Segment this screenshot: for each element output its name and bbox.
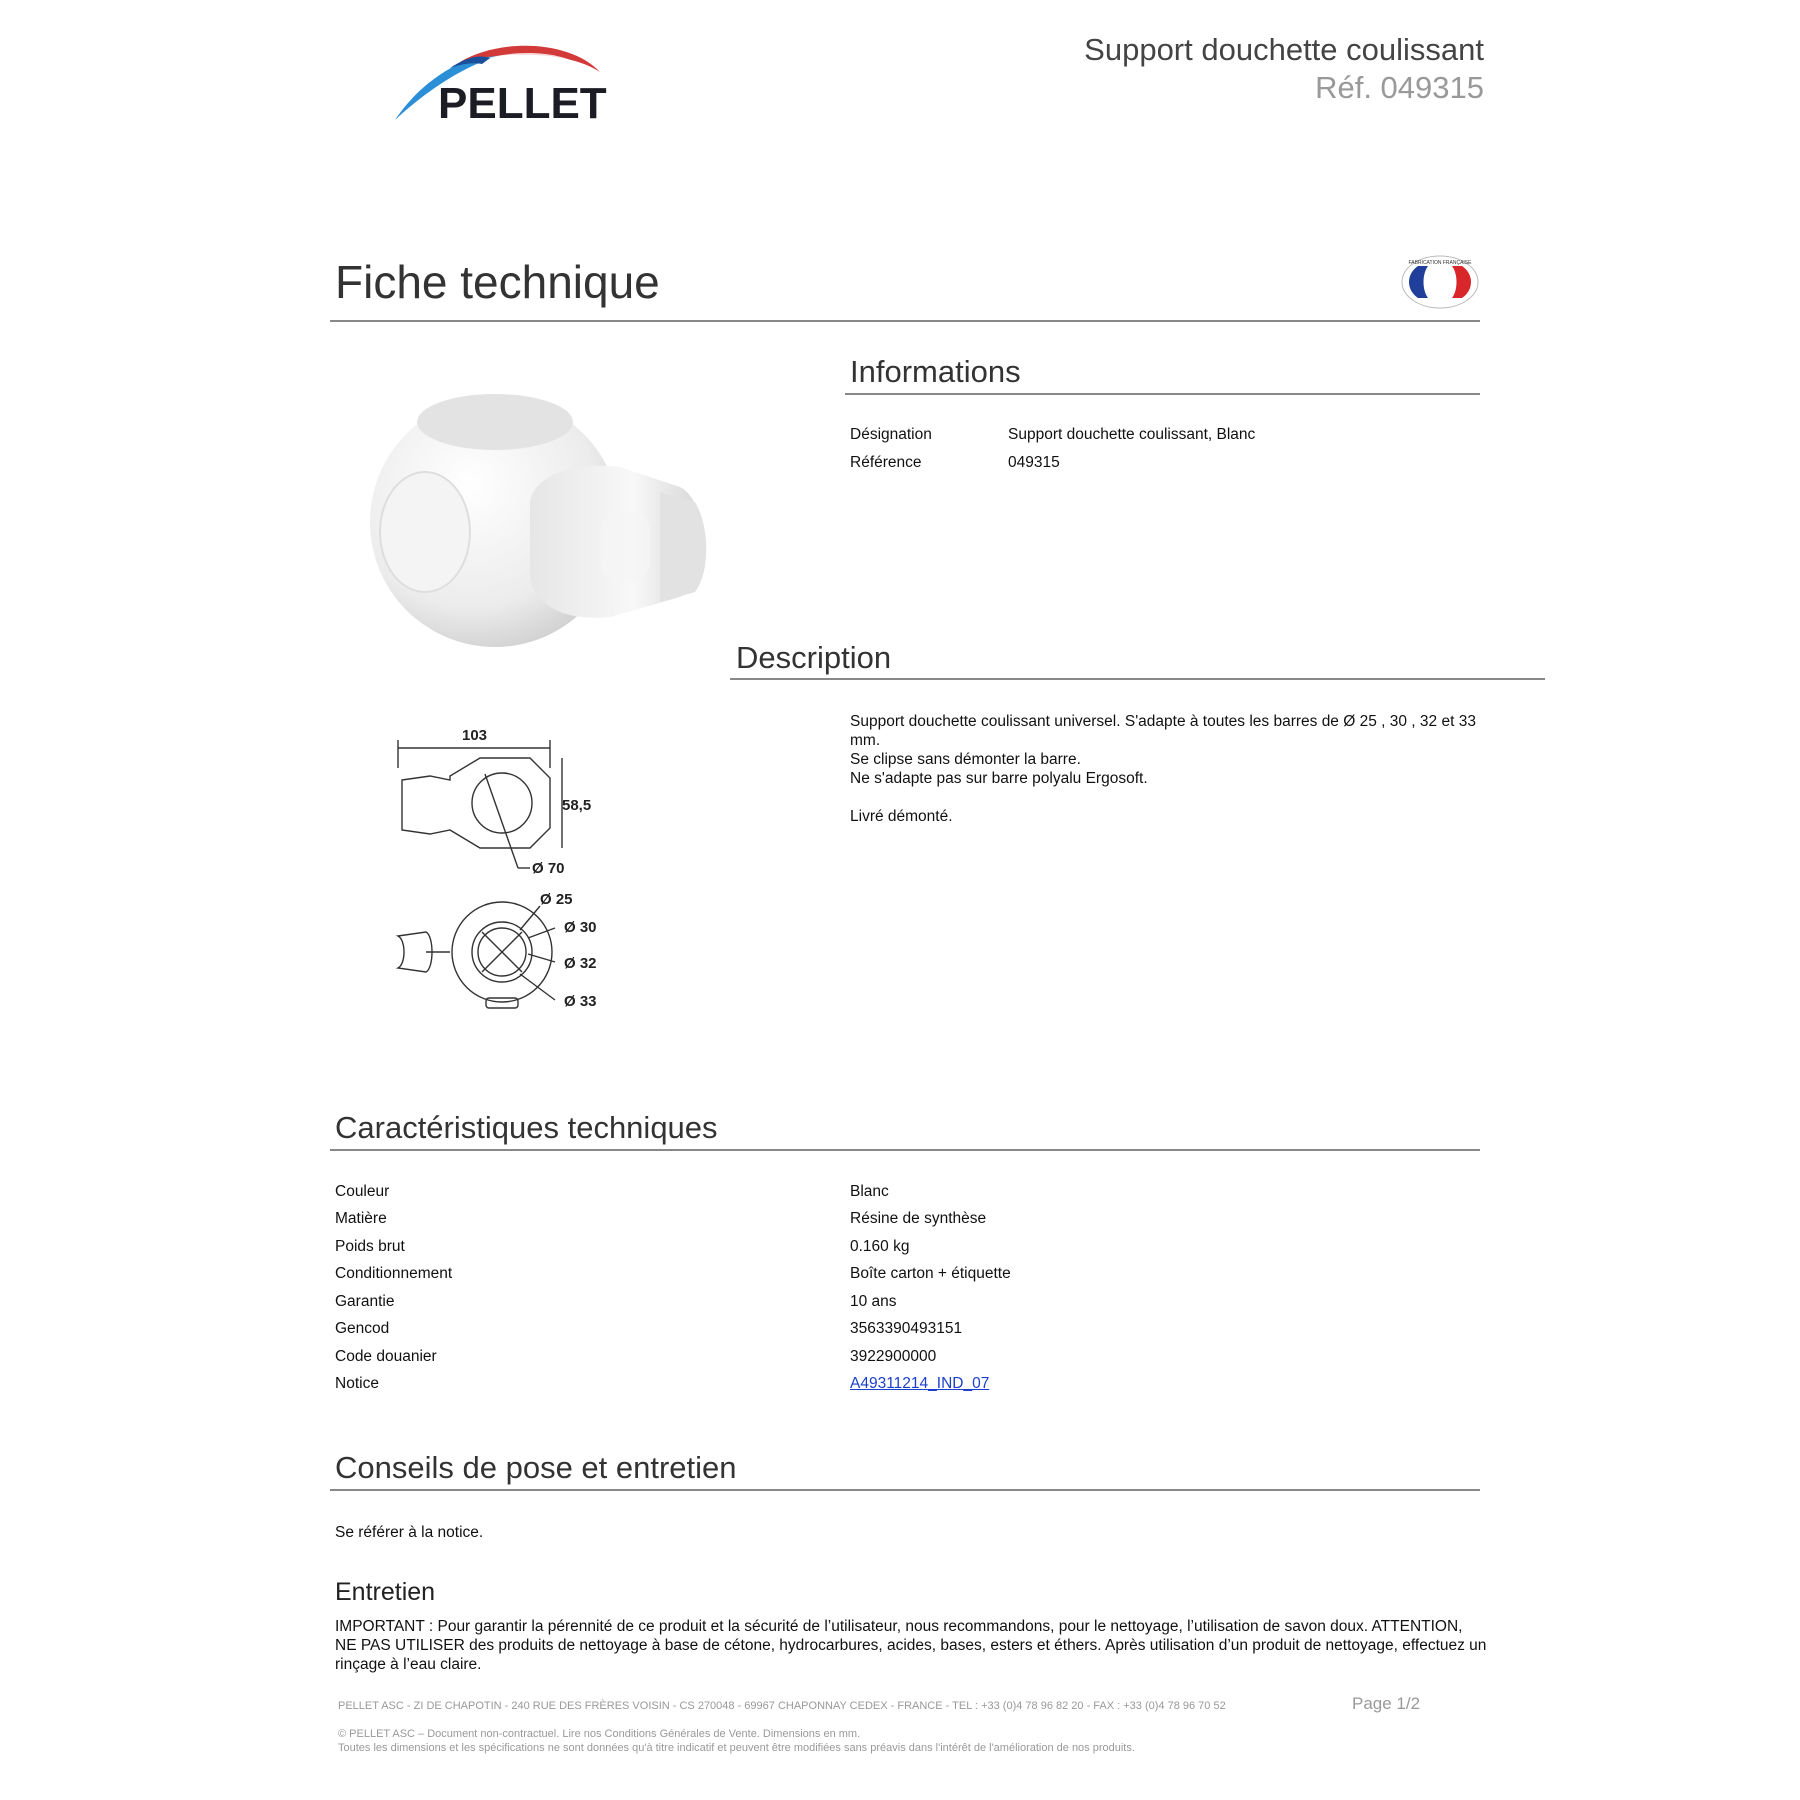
spec-value-conditionnement: Boîte carton + étiquette (850, 1265, 1011, 1282)
dim-bar-32: Ø 32 (564, 955, 597, 972)
footer-legal-2: Toutes les dimensions et les spécifications ne sont données qu'à titre indicatif et peuvent être modifiées sans préavis dans l'intérêt de l'amélioration de nos produits. (338, 1742, 1135, 1754)
description-line: mm. (850, 732, 881, 749)
caracteristiques-heading: Caractéristiques techniques (335, 1110, 718, 1145)
spec-label-garantie: Garantie (335, 1293, 395, 1310)
dim-width: 103 (462, 727, 488, 744)
info-value-designation: Support douchette coulissant, Blanc (1008, 426, 1256, 443)
informations-rule (845, 393, 1480, 395)
description-rule (730, 678, 1545, 680)
notice-link[interactable]: A49311214_IND_07 (850, 1375, 990, 1392)
description-line: Support douchette coulissant universel. S'adapte à toutes les barres de Ø 25 , 30 , 32 et 33 (850, 713, 1476, 730)
spec-label-conditionnement: Conditionnement (335, 1265, 453, 1282)
footer-address: PELLET ASC - ZI DE CHAPOTIN - 240 RUE DES FRÈRES VOISIN - CS 270048 - 69967 CHAPONNAY CEDEX - FRANCE - TEL : +33 (0)4 78 96 82 20 - FAX : +33 (0)4 78 96 70 52 (338, 1700, 1226, 1712)
pellet-logo (390, 38, 640, 128)
spec-label-poids: Poids brut (335, 1238, 405, 1255)
brand-text: PELLET (438, 79, 607, 128)
dim-bar-33: Ø 33 (564, 993, 597, 1010)
entretien-line: rinçage à l’eau claire. (335, 1656, 482, 1673)
badge-text: FABRICATION FRANÇAISE (1408, 260, 1472, 266)
info-label-reference: Référence (850, 454, 922, 471)
conseils-heading: Conseils de pose et entretien (335, 1450, 737, 1485)
dim-bar-25: Ø 25 (540, 891, 573, 908)
title-rule (330, 320, 1480, 322)
spec-label-gencod: Gencod (335, 1320, 390, 1337)
document-reference: Réf. 049315 (1315, 70, 1484, 105)
conseils-text: Se référer à la notice. (335, 1524, 484, 1541)
spec-value-matiere: Résine de synthèse (850, 1210, 987, 1227)
entretien-line: NE PAS UTILISER des produits de nettoyage à base de cétone, hydrocarbures, acides, bases, esters et éthers. Après utilisation d’un produit de nettoyage, effectuez un (335, 1637, 1487, 1654)
info-value-reference: 049315 (1008, 454, 1060, 471)
footer-legal-1: © PELLET ASC – Document non-contractuel. Lire nos Conditions Générales de Vente. Dimensions en mm. (338, 1728, 861, 1740)
page-number: Page 1/2 (1352, 1694, 1421, 1713)
entretien-heading: Entretien (335, 1578, 436, 1606)
spec-label-code-douanier: Code douanier (335, 1348, 437, 1365)
page-title: Fiche technique (335, 256, 660, 308)
description-heading: Description (736, 640, 892, 675)
spec-label-notice: Notice (335, 1375, 379, 1392)
caracteristiques-rule (330, 1149, 1480, 1151)
spec-label-matiere: Matière (335, 1210, 387, 1227)
dim-outer-diameter: Ø 70 (532, 860, 565, 877)
description-line: Ne s'adapte pas sur barre polyalu Ergosoft. (850, 770, 1148, 787)
description-line: Se clipse sans démonter la barre. (850, 751, 1081, 768)
entretien-line: IMPORTANT : Pour garantir la pérennité de ce produit et la sécurité de l’utilisateur, nous recommandons, pour le nettoyage, l’utilisation de savon doux. ATTENTION, (335, 1618, 1463, 1635)
spec-value-couleur: Blanc (850, 1183, 889, 1200)
entretien-text (335, 1617, 1485, 1674)
informations-heading: Informations (850, 354, 1021, 389)
document-title: Support douchette coulissant (1084, 32, 1484, 67)
spec-value-code-douanier: 3922900000 (850, 1348, 937, 1365)
description-line: Livré démonté. (850, 808, 953, 825)
description-text (850, 712, 1490, 826)
spec-label-couleur: Couleur (335, 1183, 390, 1200)
dim-bar-30: Ø 30 (564, 919, 597, 936)
product-photo (360, 352, 710, 687)
technical-drawing (390, 718, 620, 1038)
spec-value-gencod: 3563390493151 (850, 1320, 963, 1337)
fabrication-francaise-badge (1400, 254, 1480, 310)
spec-value-poids: 0.160 kg (850, 1238, 910, 1255)
spec-value-garantie: 10 ans (850, 1293, 897, 1310)
dim-height: 58,5 (562, 797, 592, 814)
conseils-rule (330, 1489, 1480, 1491)
info-label-designation: Désignation (850, 426, 932, 443)
